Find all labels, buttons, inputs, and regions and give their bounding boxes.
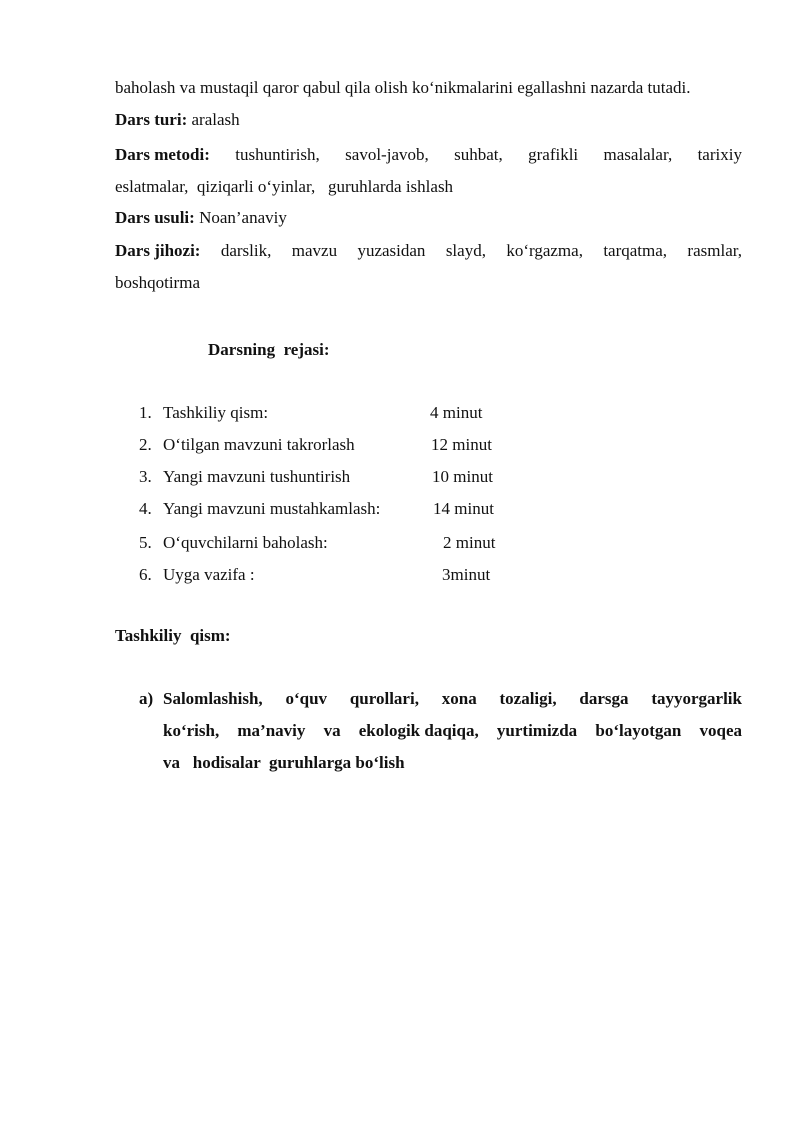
plan-item-number: 6. (139, 565, 152, 584)
item-a-word: ma’naviy (237, 721, 306, 740)
plan-item-label: Yangi mavzuni mustahkamlash: (163, 499, 381, 518)
plan-item-label: Tashkiliy qism: (163, 403, 269, 422)
dars-jihozi-line2: boshqotirma (115, 273, 200, 292)
dars-metodi-word: tushuntirish, (235, 145, 320, 164)
item-a-line2 (163, 721, 742, 741)
dars-jihozi-word: ko‘rgazma, (506, 241, 583, 260)
plan-item-number: 5. (139, 533, 152, 552)
plan-item-label: Yangi mavzuni tushuntirish (163, 467, 351, 486)
item-a-word: darsga (579, 689, 629, 708)
dars-metodi-word: grafikli (528, 145, 579, 164)
item-a-word: ko‘rish, (163, 721, 220, 740)
item-a-word: voqea (699, 721, 742, 740)
dars-usuli-value: Noan’anaviy (194, 208, 287, 227)
item-a-marker: a) (139, 689, 154, 708)
plan-item-label: O‘tilgan mavzuni takrorlash (163, 435, 355, 454)
plan-item-number: 2. (139, 435, 152, 454)
dars-jihozi-line1 (115, 241, 742, 261)
plan-item-number: 4. (139, 499, 152, 518)
item-a-word: bo‘layotgan (595, 721, 682, 740)
dars-metodi-word: suhbat, (454, 145, 503, 164)
dars-jihozi-word: mavzu (291, 241, 338, 260)
plan-item-time: 14 minut (433, 499, 494, 518)
dars-usuli-row (115, 208, 287, 228)
plan-item-time: 4 minut (430, 403, 483, 422)
dars-metodi-word: tarixiy (697, 145, 742, 164)
item-a-word: tayyorgarlik (651, 689, 742, 708)
dars-jihozi-word: tarqatma, (603, 241, 668, 260)
plan-item-number: 3. (139, 467, 152, 486)
item-a-word: qurollari, (349, 689, 419, 708)
dars-metodi-line2: eslatmalar, qiziqarli o‘yinlar, guruhlarda ishlash (115, 177, 454, 196)
dars-turi-row (115, 110, 240, 130)
dars-turi-label: Dars turi: (115, 110, 188, 129)
item-a-line3: va hodisalar guruhlarga bo‘lish (163, 753, 405, 772)
plan-item-time: 2 minut (443, 533, 496, 552)
dars-metodi-line1 (115, 145, 742, 165)
dars-metodi-label: Dars metodi: (115, 145, 210, 164)
plan-item-time: 3minut (442, 565, 491, 584)
item-a-word: yurtimizda (496, 721, 578, 740)
dars-jihozi-label: Dars jihozi: (115, 241, 201, 260)
item-a-word: Salomlashish, (163, 689, 263, 708)
item-a-word: ekologik daqiqa, (358, 721, 479, 740)
section-title: Tashkiliy qism: (115, 626, 231, 645)
plan-title: Darsning rejasi: (208, 340, 330, 359)
item-a-word: o‘quv (285, 689, 328, 708)
dars-usuli-label: Dars usuli: (115, 208, 195, 227)
dars-jihozi-word: darslik, (220, 241, 272, 260)
plan-item-time: 12 minut (431, 435, 492, 454)
item-a-word: va (323, 721, 341, 740)
item-a-line1 (163, 689, 742, 709)
dars-turi-value: aralash (187, 110, 240, 129)
plan-item-number: 1. (139, 403, 152, 422)
plan-item-label: O‘quvchilarni baholash: (163, 533, 328, 552)
intro-line: baholash va mustaqil qaror qabul qila olish ko‘nikmalarini egallashni nazarda tutadi. (115, 78, 691, 97)
plan-item-label: Uyga vazifa : (163, 565, 255, 584)
dars-jihozi-word: rasmlar, (687, 241, 742, 260)
plan-item-time: 10 minut (432, 467, 493, 486)
dars-metodi-word: masalalar, (603, 145, 673, 164)
dars-jihozi-word: slayd, (445, 241, 486, 260)
item-a-word: xona (441, 689, 477, 708)
dars-jihozi-word: yuzasidan (357, 241, 426, 260)
dars-metodi-word: savol-javob, (345, 145, 429, 164)
item-a-word: tozaligi, (499, 689, 557, 708)
